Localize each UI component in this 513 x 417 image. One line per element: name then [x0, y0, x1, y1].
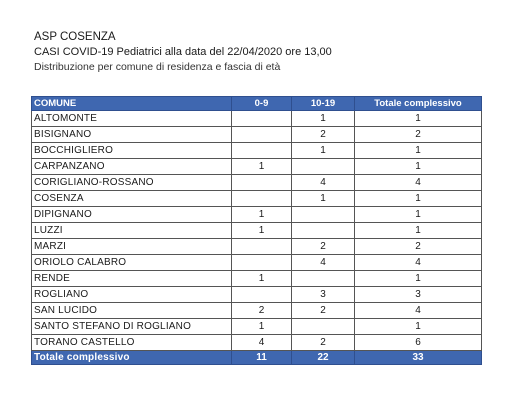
cell-age-10-19: 1: [292, 111, 355, 127]
cell-comune: TORANO CASTELLO: [32, 335, 232, 351]
column-header-total: Totale complessivo: [355, 97, 482, 111]
cell-age-10-19: [292, 207, 355, 223]
table-row: [32, 127, 482, 143]
cell-total: 4: [355, 255, 482, 271]
cell-age-0-9: [232, 239, 292, 255]
table-header-row: [32, 97, 482, 111]
cell-age-0-9: 1: [232, 207, 292, 223]
total-label: Totale complessivo: [32, 351, 232, 365]
cell-age-0-9: [232, 287, 292, 303]
table-row: [32, 143, 482, 159]
cell-age-0-9: [232, 255, 292, 271]
cell-age-10-19: 1: [292, 143, 355, 159]
cell-total: 1: [355, 143, 482, 159]
cell-total: 6: [355, 335, 482, 351]
cell-age-10-19: 4: [292, 175, 355, 191]
table-row: [32, 159, 482, 175]
column-header-age-10-19: 10-19: [292, 97, 355, 111]
cell-age-0-9: 1: [232, 319, 292, 335]
cell-age-0-9: [232, 175, 292, 191]
cell-comune: BOCCHIGLIERO: [32, 143, 232, 159]
cell-total: 1: [355, 223, 482, 239]
column-header-age-0-9: 0-9: [232, 97, 292, 111]
cell-comune: BISIGNANO: [32, 127, 232, 143]
cell-age-0-9: [232, 127, 292, 143]
document-header: [34, 30, 494, 75]
cell-age-10-19: 2: [292, 239, 355, 255]
cases-table: [31, 96, 482, 365]
table-row: [32, 191, 482, 207]
cell-age-10-19: [292, 271, 355, 287]
cell-comune: ROGLIANO: [32, 287, 232, 303]
cell-comune: ORIOLO CALABRO: [32, 255, 232, 271]
cell-age-0-9: 1: [232, 223, 292, 239]
table-row: [32, 303, 482, 319]
cell-total: 3: [355, 287, 482, 303]
table-row: [32, 111, 482, 127]
cell-age-10-19: [292, 223, 355, 239]
report-subtitle: CASI COVID-19 Pediatrici alla data del 22/04/2020 ore 13,00: [34, 46, 332, 58]
table-row: [32, 207, 482, 223]
report-description: Distribuzione per comune di residenza e fascia di età: [34, 61, 281, 73]
column-header-comune: COMUNE: [32, 97, 232, 111]
cell-age-0-9: 4: [232, 335, 292, 351]
cell-total: 4: [355, 175, 482, 191]
total-age-10-19: 22: [292, 351, 355, 365]
cell-comune: MARZI: [32, 239, 232, 255]
cell-total: 2: [355, 127, 482, 143]
cell-total: 1: [355, 111, 482, 127]
cell-total: 1: [355, 159, 482, 175]
table-row: [32, 223, 482, 239]
cell-age-0-9: [232, 143, 292, 159]
total-overall: 33: [355, 351, 482, 365]
cell-comune: SAN LUCIDO: [32, 303, 232, 319]
cell-total: 2: [355, 239, 482, 255]
cell-comune: DIPIGNANO: [32, 207, 232, 223]
cell-total: 1: [355, 207, 482, 223]
table-row: [32, 255, 482, 271]
cell-age-10-19: 2: [292, 335, 355, 351]
cell-age-10-19: 3: [292, 287, 355, 303]
table-row: [32, 271, 482, 287]
cell-comune: COSENZA: [32, 191, 232, 207]
table-row: [32, 175, 482, 191]
table-row: [32, 287, 482, 303]
cell-age-10-19: 2: [292, 127, 355, 143]
cell-age-10-19: [292, 159, 355, 175]
cell-age-10-19: 1: [292, 191, 355, 207]
cell-comune: CARPANZANO: [32, 159, 232, 175]
cell-comune: RENDE: [32, 271, 232, 287]
table-row: [32, 239, 482, 255]
table-row: [32, 319, 482, 335]
cell-age-0-9: [232, 111, 292, 127]
cell-comune: ALTOMONTE: [32, 111, 232, 127]
cell-age-0-9: 1: [232, 159, 292, 175]
total-age-0-9: 11: [232, 351, 292, 365]
cell-age-0-9: 1: [232, 271, 292, 287]
organization-name: ASP COSENZA: [34, 31, 116, 43]
cell-comune: LUZZI: [32, 223, 232, 239]
cell-total: 4: [355, 303, 482, 319]
cell-age-0-9: [232, 191, 292, 207]
cell-total: 1: [355, 191, 482, 207]
cell-comune: SANTO STEFANO DI ROGLIANO: [32, 319, 232, 335]
cell-age-10-19: 2: [292, 303, 355, 319]
cell-comune: CORIGLIANO-ROSSANO: [32, 175, 232, 191]
cell-age-10-19: 4: [292, 255, 355, 271]
table-total-row: [32, 351, 482, 365]
cell-total: 1: [355, 319, 482, 335]
table-row: [32, 335, 482, 351]
cell-total: 1: [355, 271, 482, 287]
cell-age-10-19: [292, 319, 355, 335]
cell-age-0-9: 2: [232, 303, 292, 319]
